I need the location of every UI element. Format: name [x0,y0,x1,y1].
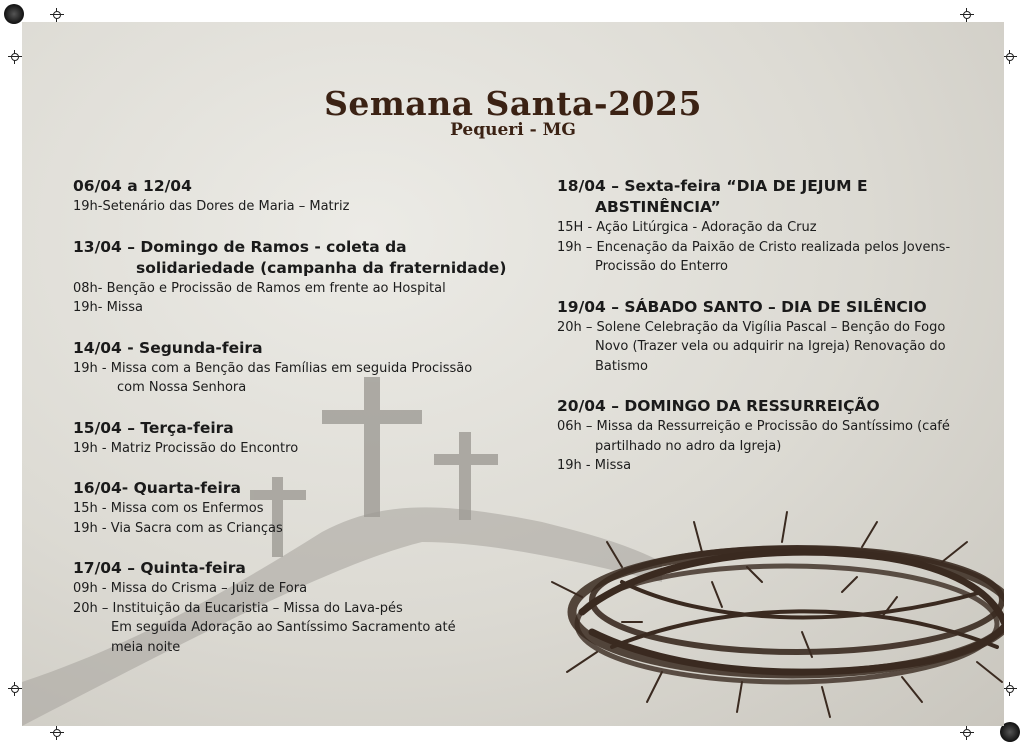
crop-mark [8,682,22,696]
crop-mark [1003,682,1017,696]
right-column [557,176,972,496]
schedule-section [73,338,513,398]
schedule-item [557,238,972,277]
schedule-item: 19h - Via Sacra com as Crianças [73,520,283,536]
schedule-section [73,176,513,217]
page-title: Semana Santa-2025 [324,84,702,123]
schedule-item: 09h - Missa do Crisma – Juiz de Fora [73,581,308,596]
schedule-item: 15h - Missa com os Enfermos [73,501,264,516]
schedule-item: 19h-Setenário das Dores de Maria – Matriz [73,199,350,214]
crop-mark [50,726,64,740]
section-heading: 14/04 - Segunda-feira [73,338,263,357]
heading-line: solidariedade (campanha da fraternidade) [136,258,507,277]
schedule-section [73,237,513,318]
crop-mark [50,8,64,22]
item-line: Em seguida Adoração ao Santíssimo Sacramento até [111,620,456,635]
schedule-section [73,558,513,657]
section-heading: 16/04- Quarta-feira [73,479,241,497]
item-line: Procissão do Enterro [595,259,728,274]
schedule-section [73,418,513,459]
crop-mark [8,50,22,64]
item-line: 20h – Instituição da Eucaristia – Missa do Lava-pés [73,600,403,616]
schedule-item: 19h- Missa [73,300,143,315]
crop-mark [960,8,974,22]
section-heading [557,176,972,218]
item-line: 06h – Missa da Ressurreição e Procissão do Santíssimo (café [557,419,950,434]
item-line: com Nossa Senhora [117,380,247,395]
item-line: 19h - Missa com a Benção das Famílias em seguida Procissão [73,360,473,376]
page-subtitle: Pequeri - MG [450,120,576,140]
schedule-section [73,478,513,538]
schedule-section [557,396,972,476]
heading-line: ABSTINÊNCIA” [595,198,721,216]
crown-of-thorns-icon [552,512,1004,717]
schedule-item: 19h - Matriz Procissão do Encontro [73,440,299,456]
section-heading: 06/04 a 12/04 [73,177,192,195]
item-line: 19h – Encenação da Paixão de Cristo realizada pelos Jovens- [557,239,951,255]
section-heading [73,237,513,279]
heading-line: 18/04 – Sexta-feira “DIA DE JEJUM E [557,177,868,195]
section-heading: 17/04 – Quinta-feira [73,559,246,577]
schedule-item: 15H - Ação Litúrgica - Adoração da Cruz [557,220,817,235]
item-line: Batismo [595,358,648,374]
crop-mark [1003,50,1017,64]
section-heading: 19/04 – SÁBADO SANTO – DIA DE SILÊNCIO [557,297,927,316]
schedule-item [557,417,972,456]
left-column [73,176,513,677]
schedule-item: 08h- Benção e Procissão de Ramos em frente ao Hospital [73,280,446,296]
schedule-item [73,599,513,658]
heading-line: 13/04 – Domingo de Ramos - coleta da [73,237,407,256]
schedule-item: 19h - Missa [557,458,632,473]
schedule-section [557,297,972,377]
item-line: Novo (Trazer vela ou adquirir na Igreja) Renovação do [595,339,946,354]
flyer-sheet [22,22,1004,726]
item-line: partilhado no adro da Igreja) [595,438,782,454]
item-line: meia noite [111,639,181,655]
schedule-item [73,359,513,398]
section-heading: 20/04 – DOMINGO DA RESSURREIÇÃO [557,397,880,415]
registration-mark [4,4,24,24]
schedule-section [557,176,972,277]
section-heading: 15/04 – Terça-feira [73,418,234,437]
crop-mark [960,726,974,740]
item-line: 20h – Solene Celebração da Vigília Pascal – Benção do Fogo [557,319,946,335]
schedule-item [557,318,972,377]
